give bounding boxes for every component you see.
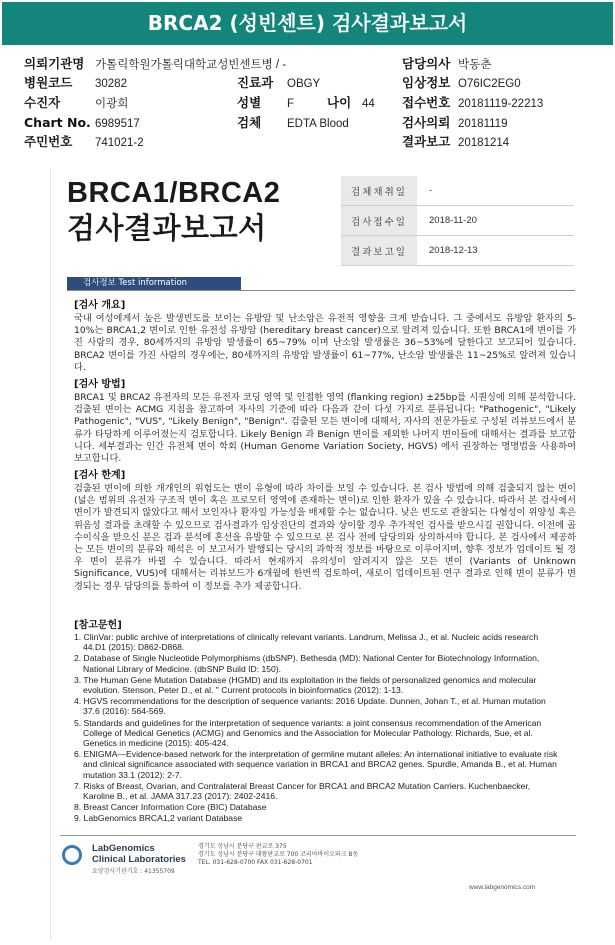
logo-name: LabGenomics	[92, 843, 155, 854]
table-row	[341, 236, 574, 266]
info-patient: 수진자	[24, 95, 61, 110]
info-chart-no-value: 6989517	[95, 118, 140, 130]
section-body-method: BRCA1 및 BRCA2 유전자의 모든 유전자 코딩 영역 및 인접한 영역 (flanking region) ±25bp를 시퀀싱에 의해 분석합니다. 검출된 변이는 ACMG 지침을 참고하여 자사의 기준에 따라 다음과 같이 다섯 가지로 분류됩니다: "Pathogenic", "Likely Pathogenic", "VUS", "Likely Benign", "Benign". 검출된 모든 변이에 대해서, 자사의 전문가들로 구성된 리뷰보드에서 분류가 타당하게 이루어졌는지 검토합니다. Likely Benign 과 Benign 변이를 제외한 나머지 변이들에 대해서는 결과를 보고합니다. 세부결과는 인간 유전체 변이 학회 (Human Genome Variation Society, HGVS) 에서 권장하는 명명법을 사용하여 보고합니다.	[74, 392, 576, 465]
info-chart-no: Chart No.	[24, 115, 91, 130]
info-accession-no-value: 20181119-22213	[458, 98, 544, 110]
meta-key: 결과보고일	[341, 236, 417, 266]
info-department: 진료과	[237, 75, 274, 90]
logo-icon	[62, 845, 82, 865]
info-specimen: 검체	[237, 115, 262, 130]
info-request-date-value: 20181119	[458, 118, 508, 130]
meta-value: 2018-11-20	[417, 206, 574, 236]
labgenomics-logo	[62, 843, 194, 875]
info-resident-no: 주민번호	[24, 134, 73, 149]
table-row	[341, 206, 574, 236]
section-heading-method: [검사 방법]	[74, 379, 126, 390]
logo-tagline: Clinical Laboratories	[92, 854, 186, 865]
footer-website: www.labgenomics.com	[469, 884, 536, 891]
info-specimen-value: EDTA Blood	[287, 118, 349, 130]
institution-code: 요양검사기관기호 : 41355709	[92, 868, 175, 875]
info-sex: 성별	[237, 95, 262, 110]
footer-divider	[60, 835, 576, 836]
table-row	[341, 176, 574, 206]
section-body-overview: 국내 여성에게서 높은 발생빈도를 보이는 유방암 및 난소암은 유전적 영향을 크게 받습니다. 그 중에서도 유방암 환자의 5-10%는 BRCA1,2 변이로 인한 유전성 유방암 (hereditary breast cancer)으로 알려져 있습니다. 또한 BRCA1에 변이를 가진 사람의 경우, 80세까지의 유방암 발생률이 65~79% 이며 난소암 발생률은 36~53%에 달한다고 보고되어 있습니다. BRCA2 변이를 가진 사람의 경우에는, 80세까지의 유방암 발생률이 61~77%, 난소암 발생률은 11~25%로 알려져 있습니다.	[74, 313, 576, 373]
address-line: 경기도 성남시 분당구 대왕판교로 700 코리아바이오파크 B동	[198, 851, 359, 858]
report-dates-table	[341, 176, 574, 266]
reference-item: 4. HGVS recommendations for the description of sequence variants: 2016 Update. Dunnen, Johan T., et al. Human mutation 37.6 (2016): 564-569.	[74, 696, 546, 717]
section-heading-limitations: [검사 한계]	[74, 470, 126, 481]
reference-item: 6. ENIGMA—Evidence-based network for the interpretation of germline mutant alleles: An international initiative to evaluate risk and clinical significance associated with sequence variation in BRCA1 and BRCA2 genes. Spurdle, Amanda B., et al. Human mutation 33.1 (2012): 2-7.	[74, 749, 558, 780]
reference-item: 5. Standards and guidelines for the interpretation of sequence variants: a joint consensus recommendation of the American College of Medical Genetics (ACMG) and Genomics and the Association for Molecular Pathology. Richards, Sue, et al. Genetics in medicine (2015): 405-424.	[74, 717, 542, 749]
info-clinical-info: 임상정보	[402, 75, 451, 90]
footer-address	[198, 843, 358, 867]
info-sex-value: F	[287, 98, 295, 110]
reference-item: 7. Risks of Breast, Ovarian, and Contralateral Breast Cancer for BRCA1 and BRCA2 Mutation Carriers. Kuchenbaecker, Karoline B., et al. JAMA 317.23 (2017): 2402-2416.	[74, 780, 531, 802]
address-line: TEL. 031-628-0700 FAX 031-628-0701	[198, 859, 313, 866]
info-hospital-code: 병원코드	[24, 75, 73, 90]
info-clinical-info-value: O76IC2EG0	[458, 78, 521, 90]
info-age-value: 44	[362, 98, 375, 110]
meta-key: 검체채취일	[341, 176, 417, 206]
banner-title: BRCA2 (성빈센트) 검사결과보고서	[147, 11, 468, 35]
info-attending-doctor-value: 박동춘	[458, 59, 492, 71]
section-body-limitations: 검출된 변이에 의한 개개인의 위험도는 변이 유형에 따라 차이를 보일 수 있습니다. 본 검사 방법에 의해 검출되지 않는 변이 (넓은 범위의 유전자 구조적 변이 혹은 프로모터 영역에 존재하는 변이)로 인한 환자가 있을 수 있습니다. 따라서 본 검사에서 변이가 발견되지 않았다고 해서 보인자나 환자일 가능성을 배제할 수는 없습니다. 낮은 빈도로 관찰되는 다형성이 위양성 혹은 위음성 결과를 초래할 수 있으므로 검사결과가 임상진단의 결과와 상이할 경우 추가적인 검사를 받으시길 권합니다. 이전에 골수이식을 받으신 분은 검과 분석에 혼선을 유발할 수 있으므로 본 검사 전에 담당의와 상의하셔야 합니다. 본 검사에서 제공하는 모든 변이의 분류와 해석은 이 보고서가 발행되는 당시의 과학적 정보를 바탕으로 이루어지며, 향후 정보가 업데이트 될 경우 변이 분류가 바뀔 수 있습니다. 따라서 현재까지 유의성이 알려지지 않은 모든 변이 (Variants of Unknown Significance, VUS)에 대해서는 리뷰보드가 6개월에 한번씩 검토하여, 새로이 업데이트된 연구 결과로 인해 변이 분류가 변경되는 경우 담당의를 통하여 이 정보를 추가 제공합니다.	[74, 483, 576, 592]
address-line: 경기도 성남시 분당구 판교로 375	[198, 843, 287, 850]
meta-value: -	[417, 176, 574, 206]
info-key: 의뢰기관명	[24, 56, 85, 71]
divider	[67, 290, 575, 291]
report-banner	[2, 2, 613, 45]
reference-item: 1. ClinVar: public archive of interpretations of clinically relevant variants. Landrum, Melissa J., et al. Nucleic acids research 44.D1 (2015): D862-D868.	[74, 632, 539, 653]
reference-item: 3. The Human Gene Mutation Database (HGMD) and its exploitation in the fields of personalized genomics and molecular evolution. Stenson, Peter D., et al. " Current protocols in bioinformatics (2012): 1-13.	[74, 674, 537, 696]
test-info-tab-label: 검사정보 Test information	[83, 278, 188, 288]
info-hospital-code-value: 30282	[95, 78, 127, 90]
info-attending-doctor: 담당의사	[402, 56, 451, 71]
info-department-value: OBGY	[287, 78, 321, 90]
references-list	[74, 632, 560, 825]
report-title-line1: BRCA1/BRCA2	[67, 177, 281, 209]
report-title	[67, 175, 280, 247]
section-heading-overview: [검사 개요]	[74, 300, 126, 311]
info-accession-no: 접수번호	[402, 95, 451, 110]
info-report-date: 결과보고	[402, 134, 451, 149]
info-requesting-institution	[24, 57, 84, 71]
info-request-date: 검사의뢰	[402, 115, 451, 130]
meta-key: 검사접수일	[341, 206, 417, 236]
info-report-date-value: 20181214	[458, 137, 510, 149]
reference-item: 8. Breast Cancer Information Core (BIC) Database	[74, 802, 267, 813]
meta-value: 2018-12-13	[417, 236, 574, 266]
references-heading: [참고문헌]	[74, 620, 122, 631]
info-requesting-institution-value: 가톨릭학원가톨릭대학교성빈센트병 / -	[95, 59, 287, 71]
test-info-tab	[67, 277, 241, 290]
info-age: 나이	[327, 95, 352, 110]
reference-item: 9. LabGenomics BRCA1,2 variant Database	[74, 813, 243, 824]
reference-item: 2. Database of Single Nucleotide Polymorphisms (dbSNP). Bethesda (MD): National Center for Biotechnology Information, National Library of Medicine. (dbSNP Build ID: 150).	[74, 653, 540, 674]
info-resident-no-value: 741021-2	[95, 137, 144, 149]
report-title-line2: 검사결과보고서	[67, 213, 267, 245]
info-patient-value: 이광희	[95, 98, 129, 110]
